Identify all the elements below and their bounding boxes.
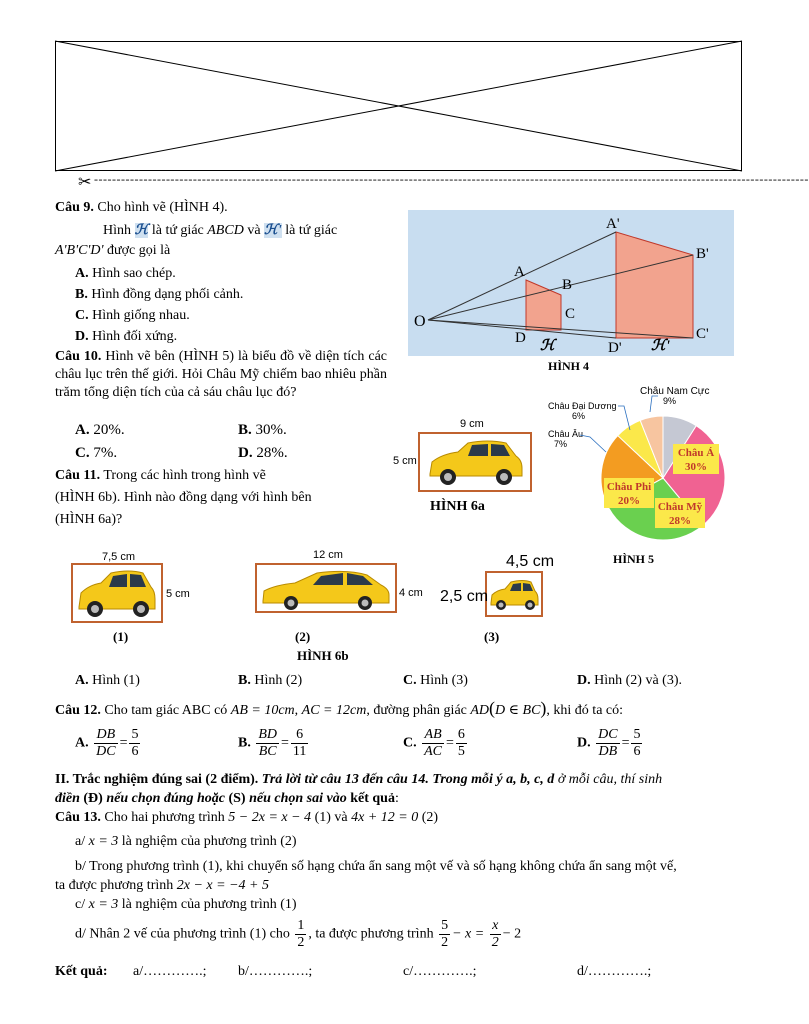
fig6b-2-height: 4 cm <box>399 587 423 599</box>
q12-title: Câu 12. <box>55 703 101 718</box>
q11-text: (HÌNH 6a)? <box>55 512 123 527</box>
part2-heading: II. Trắc nghiệm đúng sai (2 điểm). <box>55 772 259 787</box>
shape-h-symbol: ℋ <box>134 223 149 238</box>
part-2-instructions: II. Trắc nghiệm đúng sai (2 điểm). Trả lời từ câu 13 đến câu 14. Trong mỗi ý a, b, c, d ở mỗi câu, thí sinh điền (Đ) nếu chọn đúng hoặc (S) nếu chọn sai vào kết quả: <box>55 772 663 806</box>
fig6b-3-car-image <box>485 571 543 617</box>
q9-title: Câu 9. <box>55 200 94 215</box>
label-au-pct: 7% <box>554 439 568 449</box>
q9-text: và <box>247 223 261 238</box>
label-dai-duong-pct: 6% <box>572 411 586 421</box>
q9-abcd: ABCD <box>207 223 244 238</box>
q13-item-c: c/ x = 3 là nghiệm của phương trình (1) <box>75 897 297 912</box>
q9-option-d[interactable]: D. Hình đối xứng. <box>75 329 178 344</box>
fig6b-caption: HÌNH 6b <box>297 648 349 663</box>
question-13: Câu 13. Cho hai phương trình 5 − 2x = x − 4 (1) và 4x + 12 = 0 (2) <box>55 810 439 825</box>
q9-intro: Cho hình vẽ (HÌNH 4). <box>97 200 228 215</box>
scissors-icon: ✂ <box>78 174 92 191</box>
label-chau-phi-pct: 20% <box>618 495 640 507</box>
fig6b-2-car-image <box>255 563 397 613</box>
q10-option-c[interactable]: C. 7%. <box>75 445 118 461</box>
dashed-line: --------------------------------------------------------------------------------------------------------------------------------------------------------------- <box>94 172 809 186</box>
q12-ac: AC = 12cm <box>301 703 367 718</box>
q12-option-c[interactable]: C. $\frac{AB}{AC}$ = $\frac{6}{5}$ <box>403 727 465 759</box>
fig6b-1-car-image <box>71 563 163 623</box>
fig6a-car-image <box>418 432 532 492</box>
result-d-field[interactable]: d/………….; <box>577 964 652 979</box>
q11-text: (HÌNH 6b). Hình nào đồng dạng với hình bên <box>55 490 312 505</box>
label-chau-phi: Châu Phi <box>606 481 652 493</box>
q9-text: là tứ giác <box>285 223 338 238</box>
q13-title: Câu 13. <box>55 810 101 825</box>
q10-option-a[interactable]: A. 20%. <box>75 422 125 438</box>
label-nam-cuc-pct: 9% <box>663 396 677 406</box>
result-c-field[interactable]: c/………….; <box>403 964 477 979</box>
q11-text: Trong các hình trong hình vẽ <box>103 468 266 483</box>
svg-text:ℋ': ℋ' <box>651 338 670 354</box>
q12-text: Cho tam giác ABC có <box>104 703 228 718</box>
q9-option-a[interactable]: A. Hình sao chép. <box>75 266 176 281</box>
q10-option-b[interactable]: B. 30%. <box>238 422 287 438</box>
fig6b-3-width: 4,5 cm <box>506 553 555 570</box>
q9-option-c[interactable]: C. Hình giống nhau. <box>75 308 190 323</box>
fig6a-width: 9 cm <box>460 418 484 430</box>
label-chau-a: Châu Á <box>677 447 715 459</box>
q11-title: Câu 11. <box>55 468 101 483</box>
q12-option-a[interactable]: A. $\frac{DB}{DC}$ = $\frac{5}{6}$ <box>75 727 139 759</box>
label-chau-my: Châu Mỹ <box>657 501 703 513</box>
q9-text: là tứ giác <box>151 223 204 238</box>
question-11 <box>55 465 385 531</box>
fig6b-1-width: 7,5 cm <box>102 551 136 563</box>
cut-line <box>78 172 809 191</box>
q9-option-b[interactable]: B. Hình đồng dạng phối cảnh. <box>75 287 244 302</box>
svg-text:D': D' <box>608 340 622 356</box>
q13-eq2: 4x + 12 = 0 <box>351 810 419 825</box>
q11-option-a[interactable]: A. Hình (1) <box>75 673 140 688</box>
q11-option-d[interactable]: D. Hình (2) và (3). <box>577 673 682 688</box>
svg-text:B: B <box>562 277 573 293</box>
figure-5-pie-chart <box>540 380 740 545</box>
shape-h2-symbol: ℋ' <box>264 223 282 238</box>
fig6a-height: 5 cm <box>393 455 417 467</box>
q12-option-d[interactable]: D. $\frac{DC}{DB}$ = $\frac{5}{6}$ <box>577 727 641 759</box>
svg-text:D: D <box>515 330 526 346</box>
figure-4-perspective <box>408 210 734 356</box>
q10-option-d[interactable]: D. 28%. <box>238 445 288 461</box>
q9-text: Hình <box>103 223 131 238</box>
q13-eq1: 5 − 2x = x − 4 <box>228 810 312 825</box>
svg-text:A': A' <box>606 216 620 232</box>
label-chau-my-pct: 28% <box>669 515 691 527</box>
svg-text:A: A <box>514 264 525 280</box>
q10-text: Hình vẽ bên (HÌNH 5) là biểu đồ về diện tích các châu lục trên thế giới. Hỏi Châu Mỹ chiếm bao nhiêu phần trăm tổng diện tích của cả sáu châu lục đó? <box>55 349 387 400</box>
fig6a-caption: HÌNH 6a <box>430 499 485 514</box>
q10-title: Câu 10. <box>55 349 102 364</box>
question-12: Câu 12. Cho tam giác ABC có AB = 10cm, AC = 12cm, đường phân giác AD(D ∈ BC), khi đó ta có: <box>55 698 624 718</box>
label-dai-duong: Châu Đại Dương <box>548 401 617 411</box>
svg-text:C': C' <box>696 326 709 342</box>
q11-option-c[interactable]: C. Hình (3) <box>403 673 468 688</box>
fig6b-2-caption: (2) <box>295 629 311 644</box>
svg-text:C: C <box>565 306 576 322</box>
figure-5-caption: HÌNH 5 <box>613 552 655 566</box>
label-au: Châu Âu <box>548 429 584 439</box>
fig6b-3-height: 2,5 cm <box>440 588 489 605</box>
label-chau-a-pct: 30% <box>685 461 707 473</box>
fig6b-3-caption: (3) <box>484 629 500 644</box>
result-a-field[interactable]: a/………….; <box>133 964 207 979</box>
q13-item-a: a/ x = 3 là nghiệm của phương trình (2) <box>75 834 297 849</box>
q12-ab: AB = 10cm <box>230 703 295 718</box>
q9-text: được gọi là <box>107 243 171 258</box>
q12-ad: AD <box>470 703 490 718</box>
question-9 <box>55 199 395 347</box>
svg-text:B': B' <box>696 246 709 262</box>
label-o: O <box>414 313 426 330</box>
q13-item-d: d/ Nhân 2 vế của phương trình (1) cho $\frac{1}{2}$ , ta được phương trình $\frac{5}{2}$ − x = $\frac{x}{2}$ − 2 <box>75 918 522 950</box>
header-placeholder-box <box>55 41 742 171</box>
fig6b-1-height: 5 cm <box>166 588 190 600</box>
figure-4-caption: HÌNH 4 <box>548 359 590 373</box>
label-nam-cuc: Châu Nam Cực <box>640 386 710 397</box>
svg-text:ℋ: ℋ <box>540 338 555 354</box>
result-label: Kết quả: <box>55 964 108 979</box>
q9-a2b2c2d2: A'B'C'D' <box>55 243 104 258</box>
q12-dbc: D ∈ BC <box>495 703 541 718</box>
result-b-field[interactable]: b/………….; <box>238 964 313 979</box>
q12-option-b[interactable]: B. $\frac{BD}{BC}$ = $\frac{6}{11}$ <box>238 727 307 759</box>
fig6b-1-caption: (1) <box>113 629 129 644</box>
q13-item-b: b/ Trong phương trình (1), khi chuyển số hạng chứa ẩn sang một vế và số hạng không chứa ẩn sang một vế, ta được phương trình 2x − x = −4 + 5 <box>55 859 677 893</box>
question-10 <box>55 348 387 402</box>
q11-option-b[interactable]: B. Hình (2) <box>238 673 303 688</box>
fig6b-2-width: 12 cm <box>313 549 343 561</box>
